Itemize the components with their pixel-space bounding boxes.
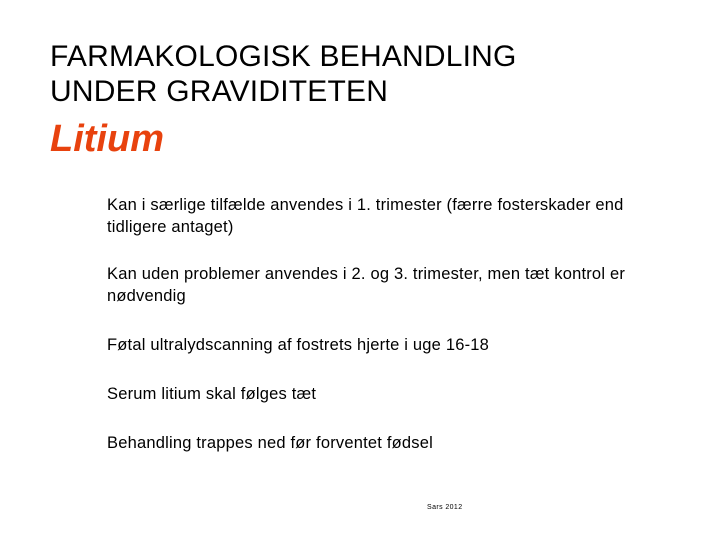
title-line-2: UNDER GRAVIDITETEN	[50, 74, 389, 108]
footer-text: Sars 2012	[427, 504, 463, 511]
bullet-item: Kan uden problemer anvendes i 2. og 3. trimester, men tæt kontrol er nødvendig	[107, 264, 626, 305]
bullet-item: Behandling trappes ned før forventet fødsel	[107, 433, 433, 452]
slide-subtitle: Litium	[50, 118, 164, 160]
slide-title	[50, 40, 690, 109]
bullet-list	[107, 195, 677, 455]
bullet-item: Serum litium skal følges tæt	[107, 384, 317, 403]
title-line-1: FARMAKOLOGISK BEHANDLING	[50, 40, 517, 73]
bullet-item: Føtal ultralydscanning af fostrets hjerte i uge 16-18	[107, 335, 490, 354]
bullet-item: Kan i særlige tilfælde anvendes i 1. trimester (færre fosterskader end tidligere antaget)	[107, 196, 624, 236]
